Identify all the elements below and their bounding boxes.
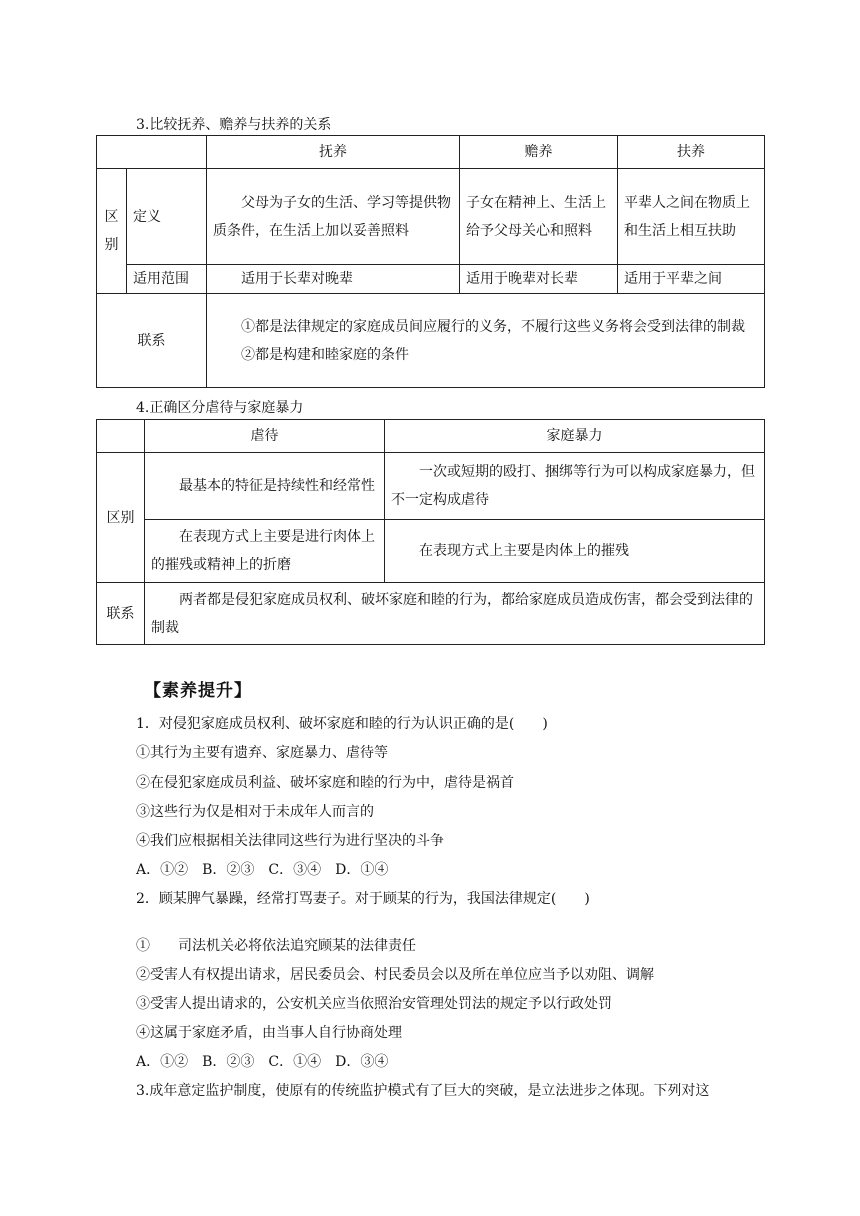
q2-option-1: ① 司法机关必将依法追究顾某的法律责任 [136, 938, 416, 954]
q1-option-4: ④我们应根据相关法律同这些行为进行坚决的斗争 [136, 833, 444, 849]
table4-corner [97, 420, 145, 453]
table4-lianxi-label: 联系 [97, 583, 145, 645]
table4-heading: 4.正确区分虐待与家庭暴力 [136, 400, 304, 416]
table3-corner [97, 136, 207, 169]
table4-r2-baoli: 在表现方式上主要是肉体上的摧残 [385, 520, 765, 583]
q1-stem: 1．对侵犯家庭成员权利、破坏家庭和睦的行为认识正确的是( ) [136, 716, 548, 732]
table3-col-shanyang: 赡养 [460, 136, 618, 169]
q1-option-3: ③这些行为仅是相对于未成年人而言的 [136, 804, 374, 820]
q2-choices: A．①② B．②③ C．①④ D．③④ [136, 1054, 389, 1070]
table3-lianxi-label: 联系 [97, 294, 207, 388]
table4-col-nuedai: 虐待 [145, 420, 385, 453]
table3-def-shanyang: 子女在精神上、生活上给予父母关心和照料 [460, 169, 618, 265]
table3-lianxi: ①都是法律规定的家庭成员间应履行的义务，不履行这些义务将会受到法律的制裁 ②都是构建和睦家庭的条件 [207, 294, 765, 388]
q2-option-2: ②受害人有权提出请求，居民委员会、村民委员会以及所在单位应当予以劝阻、调解 [136, 967, 654, 983]
q2-stem: 2．顾某脾气暴躁，经常打骂妻子。对于顾某的行为，我国法律规定( ) [136, 891, 590, 907]
section-title: 【素养提升】 [144, 681, 252, 701]
q2-option-3: ③受害人提出请求的，公安机关应当依照治安管理处罚法的规定予以行政处罚 [136, 996, 612, 1012]
q1-option-2: ②在侵犯家庭成员利益、破坏家庭和睦的行为中，虐待是祸首 [136, 775, 514, 791]
q2-option-4: ④这属于家庭矛盾，由当事人自行协商处理 [136, 1025, 402, 1041]
q1-choices: A．①② B．②③ C．③④ D．①④ [136, 862, 389, 878]
table3-def-fuyang2: 平辈人之间在物质上和生活上相互扶助 [618, 169, 765, 265]
table3-scope-label: 适用范围 [127, 265, 207, 294]
table4-r1-nuedai: 最基本的特征是持续性和经常性 [145, 453, 385, 520]
table3-def-fuyang: 父母为子女的生活、学习等提供物质条件，在生活上加以妥善照料 [207, 169, 460, 265]
table3-scope-fuyang: 适用于长辈对晚辈 [207, 265, 460, 294]
table-support-relations [96, 135, 765, 388]
table4-lianxi: 两者都是侵犯家庭成员权利、破坏家庭和睦的行为，都给家庭成员造成伤害，都会受到法律的制裁 [145, 583, 765, 645]
q1-option-1: ①其行为主要有遗弃、家庭暴力、虐待等 [136, 745, 388, 761]
table4-col-baoli: 家庭暴力 [385, 420, 765, 453]
table4-qubie-label: 区别 [97, 453, 145, 583]
table3-def-label: 定义 [127, 169, 207, 265]
table3-col-fuyang: 抚养 [207, 136, 460, 169]
table3-qubie-label: 区 别 [97, 169, 127, 294]
table3-heading: 3.比较抚养、赡养与扶养的关系 [136, 117, 332, 133]
table3-col-fuyang2: 扶养 [618, 136, 765, 169]
table3-scope-fuyang2: 适用于平辈之间 [618, 265, 765, 294]
table4-r1-baoli: 一次或短期的殴打、捆绑等行为可以构成家庭暴力，但不一定构成虐待 [385, 453, 765, 520]
table4-r2-nuedai: 在表现方式上主要是进行肉体上的摧残或精神上的折磨 [145, 520, 385, 583]
q3-stem: 3.成年意定监护制度，使原有的传统监护模式有了巨大的突破，是立法进步之体现。下列对这 [136, 1083, 710, 1099]
table3-scope-shanyang: 适用于晚辈对长辈 [460, 265, 618, 294]
table-abuse-violence [96, 419, 765, 645]
